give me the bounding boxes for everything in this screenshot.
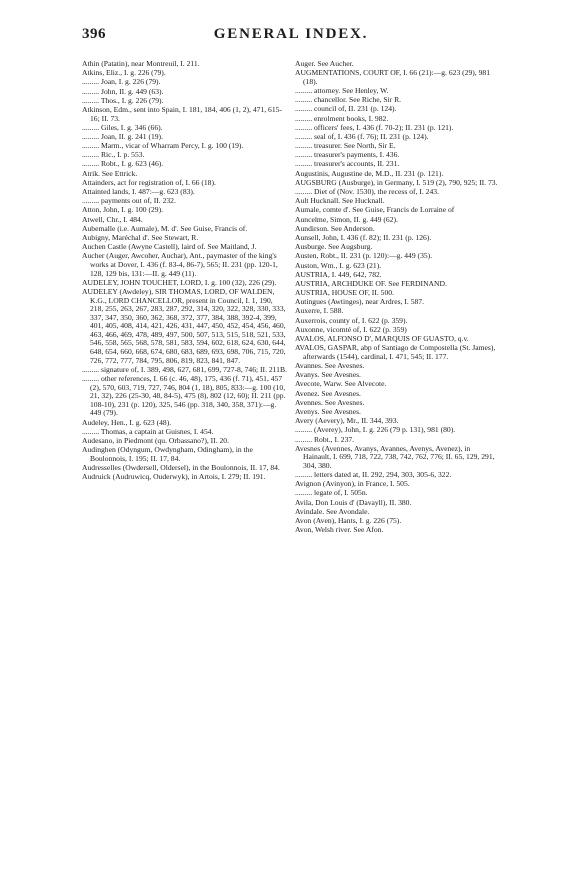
index-entry: Avery (Aevery), Mr., II. 344, 393. <box>295 416 399 426</box>
index-entry: Avesnes (Avennes, Avanys, Avannes, Avenys, Avenez), in Hainault, I. 699, 718, 722, 738, 742, 762, 776; II. 65, 129, 291, 304, 380. <box>295 443 495 470</box>
index-entry: ......... Joan, II. g. 241 (19). <box>82 131 163 141</box>
index-entry: ......... chancellor. See Riche, Sir R. <box>295 95 402 105</box>
index-entry: ......... officers' fees, I. 436 (f. 70-2); II. 231 (p. 121). <box>295 122 454 132</box>
index-entry: Audinghen (Odyngum, Owdyngham, Odingham), in the Boulonnois, I. 195; II. 17, 84. <box>82 445 253 463</box>
index-entry: Aubemalle (i.e. Aumale), M. d'. See Guise, Francis of. <box>82 223 248 233</box>
index-entry: AUSTRIA, ARCHDUKE OF. See FERDINAND. <box>295 278 447 288</box>
index-entry: Avennes. See Avesnes. <box>295 397 365 407</box>
index-entry: Auxerrois, county of, I. 622 (p. 359). <box>295 315 408 325</box>
page-number: 396 <box>82 26 106 42</box>
page-title: GENERAL INDEX. <box>213 26 369 42</box>
index-columns <box>82 60 500 872</box>
index-entry: AUGSBURG (Ausburge), in Germany, I. 519 (2), 790, 925; II. 73. <box>295 177 498 187</box>
index-entry: Avenys. See Avesnes. <box>295 406 361 416</box>
index-entry: Avila, Don Louis d' (Davayll), II. 380. <box>295 497 412 507</box>
index-entry: ......... (Averey), John, I. g. 226 (79 p. 131), 981 (80). <box>295 425 456 435</box>
index-entry: Attainders, act for registration of, I. 66 (18). <box>82 177 216 187</box>
index-entry: AUSTRIA, I. 449, 642, 782. <box>295 269 382 279</box>
index-entry: Avanys. See Avesnes. <box>295 370 361 380</box>
index-entry: ......... Diet of (Nov. 1530), the recess of, I. 243. <box>295 187 439 197</box>
index-entry: Avignon (Avinyon), in France, I. 505. <box>295 479 410 489</box>
left-column <box>82 60 287 872</box>
index-entry: Ausburge. See Augsburg. <box>295 242 373 252</box>
index-entry: Austen, Robt., II. 231 (p. 120):—g. 449 (35). <box>295 251 433 261</box>
index-entry: Atton, John, I. g. 100 (29). <box>82 205 163 215</box>
index-entry: Auncelme, Simon, II. g. 449 (62). <box>295 214 398 224</box>
index-entry: Attainted lands, I. 487:—g. 623 (83). <box>82 187 195 197</box>
index-entry: Audesano, in Piedmont (qu. Orbassano?), II. 20. <box>82 435 229 445</box>
index-entry: AVALOS, ALFONSO D', MARQUIS OF GUASTO, q.v. <box>295 334 469 344</box>
index-entry: Aundirson. See Anderson. <box>295 223 375 233</box>
page-header <box>82 26 500 48</box>
index-entry: Aucher (Auger, Awcoher, Auchar), Ant., paymaster of the king's works at Dover, I. 436 (f. 83-4, 86-7), 565; II. 231 (pp. 120-1, 128, 129 bis, 131:—II. g. 449 (11). <box>82 251 278 278</box>
index-entry: AUDELEY (Awdeley), SIR THOMAS, LORD, OF WALDEN, K.G., LORD CHANCELLOR, present in Council, I. 1, 190, 218, 255, 263, 267, 283, 287, 292, 314, 320, 322, 328, 330, 333, 337, 347, 350, 360, 362, 368, 372, 377, 384, 388, 392-4, 399, 401, 405, 408, 414, 421, 426, 431, 447, 450, 452, 454, 456, 460, 463, 466, 469, 478, 489, 497, 500, 507, 513, 515, 518, 521, 533, 546, 558, 565, 568, 578, 581, 583, 594, 602, 618, 624, 630, 644, 648, 654, 660, 668, 674, 680, 683, 689, 693, 698, 706, 715, 720, 726, 772, 777, 784, 795, 806, 819, 823, 841, 847. <box>82 286 286 365</box>
index-entry: Avon (Aven), Hants, I. g. 226 (75). <box>295 516 402 525</box>
index-entry: ......... council of, II. 231 (p. 124). <box>295 104 397 114</box>
index-entry: ......... letters dated at, II. 292, 294, 303, 305-6, 322. <box>295 470 452 480</box>
index-entry: ......... payments out of, II. 232. <box>82 196 176 206</box>
index-entry: Auston, Wm., I. g. 623 (21). <box>295 260 382 270</box>
index-entry: ......... other references, I. 66 (c. 46, 48), 175, 436 (f. 71), 451, 457 (2), 570, 603, 719, 727, 746, 804 (1, 18), 805, 833:—g. 100 (10, 21, 32), 226 (25-30, 48, 84-5), 475 (8), 802 (12, 60); II. 211 (pp. 108-10), 231 (p. 120), 325, 546 (pp. 318, 340, 358, 371):—g. 449 (79). <box>82 374 286 418</box>
index-entry: ......... Thos., I. g. 226 (79). <box>82 95 164 105</box>
index-entry: Auchen Castle (Awyne Castell), laird of. See Maitland, J. <box>82 242 257 252</box>
index-entry: Atwell, Chr., I. 484. <box>82 214 143 224</box>
index-entry: Aumale, comte d'. See Guise, Francis de Lorraine of <box>295 205 455 215</box>
index-entry: Autingues (Awtinges), near Ardres, I. 587. <box>295 297 425 307</box>
index-entry: Auxerre, I. 588. <box>295 306 344 316</box>
index-entry: Aunsell, John, I. 436 (f. 82); II. 231 (p. 126). <box>295 232 432 242</box>
index-entry: Avenez. See Avesnes. <box>295 388 361 398</box>
index-entry: Athin (Patatin), near Montreuil, I. 211. <box>82 60 200 68</box>
index-entry: ......... treasurer's accounts, II. 231. <box>295 159 400 169</box>
index-entry: ......... Robt., I. g. 623 (46). <box>82 159 164 169</box>
index-entry: ......... enrolment books, I. 982. <box>295 113 389 123</box>
index-entry: ......... Ric., I. p. 553. <box>82 150 145 160</box>
index-entry: ......... Thomas, a captain at Guisnes, I. 454. <box>82 426 214 436</box>
index-entry: ......... seal of, I. 436 (f. 76); II. 231 (p. 124). <box>295 131 429 141</box>
index-entry: ......... treasurer's payments, I. 436. <box>295 150 400 160</box>
index-entry: ......... Robt., I. 237. <box>295 434 355 444</box>
index-entry: ......... Marm., vicar of Wharram Percy, I. g. 100 (19). <box>82 141 244 151</box>
index-entry: ......... legate of, I. 505n. <box>295 488 368 498</box>
index-entry: Ault Hucknall. See Hucknall. <box>295 196 385 206</box>
index-entry: Audeley, Hen., I. g. 623 (48). <box>82 417 172 427</box>
index-entry: AUSTRIA, HOUSE OF, II. 500. <box>295 288 394 298</box>
index-entry: Aubigny, Maréchal d'. See Stewart, R. <box>82 232 199 242</box>
index-entry: Audresselles (Owdersell, Oldersel), in the Boulonnois, II. 17, 84. <box>82 462 280 472</box>
index-entry: ......... signature of, I. 389, 498, 627, 681, 699, 727-8, 746; II. 211B. <box>82 364 287 374</box>
index-entry: ......... treasurer. See North, Sir E. <box>295 141 396 151</box>
index-entry: Atrik. See Ettrick. <box>82 168 138 178</box>
index-entry: Avon, Welsh river. See Afon. <box>295 525 384 535</box>
index-entry: Auxonne, vicomté of, I. 622 (p. 359) <box>295 324 407 334</box>
index-entry: Avindale. See Avondale. <box>295 506 370 516</box>
index-entry: Auger. See Aucher. <box>295 60 354 68</box>
index-entry: Augustinis, Augustine de, M.D., II. 231 (p. 121). <box>295 168 444 178</box>
index-entry: Atkinson, Edm., sent into Spain, I. 181, 184, 406 (1, 2), 471, 615-16; II. 73. <box>82 104 282 123</box>
index-entry: ......... Giles, I. g. 346 (66). <box>82 122 163 132</box>
index-entry: Avecote, Warw. See Alvecote. <box>295 379 387 389</box>
index-entry: ......... attorney. See Henley, W. <box>295 85 389 95</box>
right-column <box>295 60 500 872</box>
index-entry: ......... Joan, I. g. 226 (79). <box>82 77 161 87</box>
index-entry: ......... John, II. g. 449 (63). <box>82 86 164 96</box>
index-entry: Audruick (Audruwicq, Ouderwyk), in Artois, I. 279; II. 191. <box>82 472 266 482</box>
index-entry: AUDELEY, JOHN TOUCHET, LORD, I. g. 100 (32), 226 (29). <box>82 277 277 287</box>
index-entry: Avannes. See Avesnes. <box>295 361 365 370</box>
index-entry: Atkins, Eliz., I. g. 226 (79). <box>82 68 166 78</box>
index-entry: AUGMENTATIONS, COURT OF, I. 66 (21):—g. 623 (29), 981 (18). <box>295 68 490 86</box>
index-entry: AVALOS, GASPAR, abp of Santiago de Compostella (St. James), afterwards (1544), cardinal, I. 471, 545; II. 177. <box>295 343 496 361</box>
